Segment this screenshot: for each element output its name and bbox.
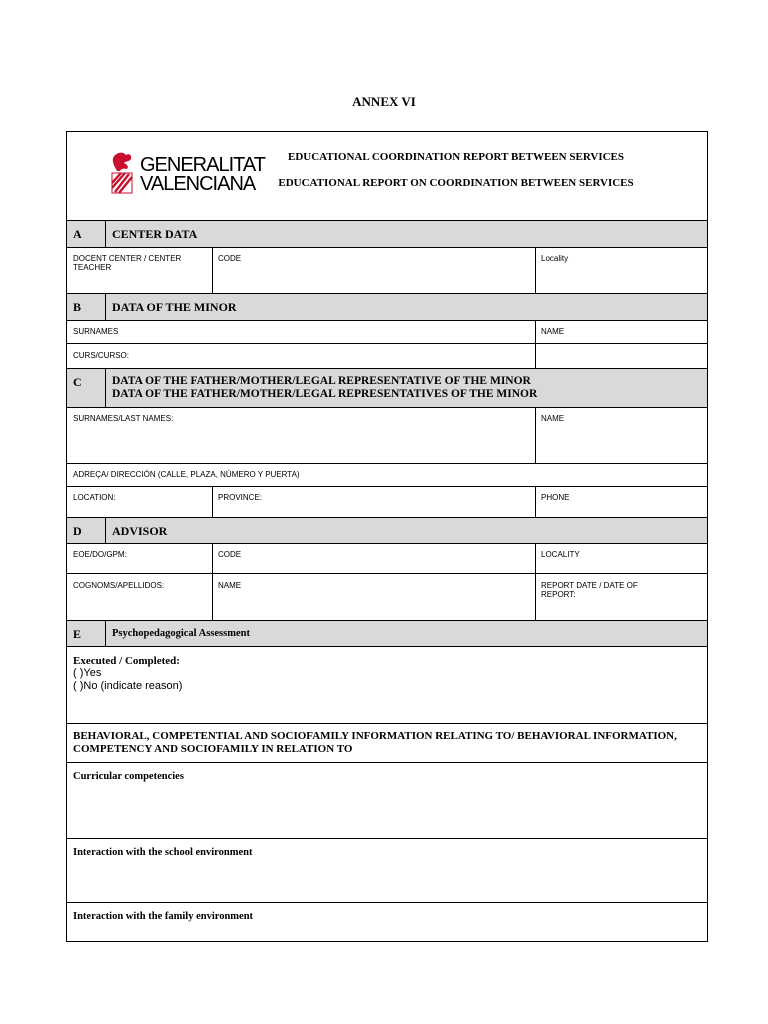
center-code-field[interactable]: CODE [218,254,242,263]
annex-title: ANNEX VI [352,94,416,109]
section-e-body [67,647,707,724]
generalitat-emblem-icon [107,150,137,196]
executed-label: Executed / Completed: [73,655,180,667]
section-b-title: DATA OF THE MINOR [112,300,237,314]
advisor-surnames-field[interactable]: COGNOMS/APELLIDOS: [73,581,165,590]
school-label: Interaction with the school environment [73,847,253,858]
section-d-header [67,518,707,544]
section-b-header [67,294,707,321]
advisor-name-field[interactable]: NAME [218,581,242,590]
form-header [67,132,707,221]
section-c-letter: C [73,375,82,389]
advisor-locality-field[interactable]: LOCALITY [541,550,580,559]
family-label: Interaction with the family environment [73,911,254,922]
advisor-eoe-field[interactable]: EOE/DO/GPM: [73,550,127,559]
school-row [67,839,707,903]
parent-location-field[interactable]: LOCATION: [73,493,116,502]
section-b-letter: B [73,300,82,314]
section-a-row [67,248,707,294]
behavioral-header [67,724,707,763]
section-d-row-2 [67,574,707,621]
minor-surnames-field[interactable]: SURNAMES [73,327,119,336]
section-a-letter: A [73,227,82,241]
minor-course-field[interactable]: CURS/CURSO: [73,351,130,360]
logo [107,150,265,200]
parent-province-field[interactable]: PROVINCE: [218,493,263,502]
advisor-code-field[interactable]: CODE [218,550,242,559]
section-b-row-1 [67,321,707,344]
section-b-row-2 [67,344,707,369]
section-d-letter: D [73,524,82,538]
section-d-row-1 [67,544,707,574]
report-title-2: EDUCATIONAL REPORT ON COORDINATION BETWEEN SERVICES [278,177,634,189]
section-a-title: CENTER DATA [112,227,198,241]
logo-text-line2: VALENCIANA [140,173,256,195]
section-c-header [67,369,707,408]
section-c-title-2: DATA OF THE FATHER/MOTHER/LEGAL REPRESENTATIVES OF THE MINOR [112,388,538,400]
curricular-row [67,763,707,839]
section-c-row-1 [67,408,707,464]
section-c-row-2 [67,464,707,487]
section-c-row-3 [67,487,707,518]
option-yes[interactable]: ( )Yes [73,667,102,679]
report-date-field[interactable]: REPORT DATE / DATE OF REPORT: [541,581,638,599]
section-d-title: ADVISOR [112,524,168,538]
section-e-title: Psychopedagogical Assessment [112,628,250,639]
section-c-title-1: DATA OF THE FATHER/MOTHER/LEGAL REPRESENTATIVE OF THE MINOR [112,375,531,387]
report-form [66,131,708,942]
report-title-1: EDUCATIONAL COORDINATION REPORT BETWEEN SERVICES [287,151,624,163]
behavioral-title: BEHAVIORAL, COMPETENTIAL AND SOCIOFAMILY INFORMATION RELATING TO/ BEHAVIORAL INFORMATION, COMPETENCY AND SOCIOFAMILY IN RELATION TO [73,730,677,755]
family-row [67,903,707,941]
parent-phone-field[interactable]: PHONE [541,493,570,502]
section-e-header [67,621,707,647]
section-e-letter: E [73,627,82,641]
parent-surnames-field[interactable]: SURNAMES/LAST NAMES: [73,414,174,423]
option-no[interactable]: ( )No (indicate reason) [73,680,183,692]
curricular-label: Curricular competencies [73,771,184,782]
docent-center-field[interactable]: DOCENT CENTER / CENTER TEACHER [73,254,182,272]
center-locality-field[interactable]: Locality [541,254,569,263]
parent-name-field[interactable]: NAME [541,414,565,423]
logo-text-line1: GENERALITAT [140,154,265,176]
section-a-header [67,221,707,248]
parent-address-field[interactable]: ADREÇA/ DIRECCIÓN (CALLE, PLAZA, NÚMERO Y PUERTA) [73,470,300,479]
minor-name-field[interactable]: NAME [541,327,565,336]
